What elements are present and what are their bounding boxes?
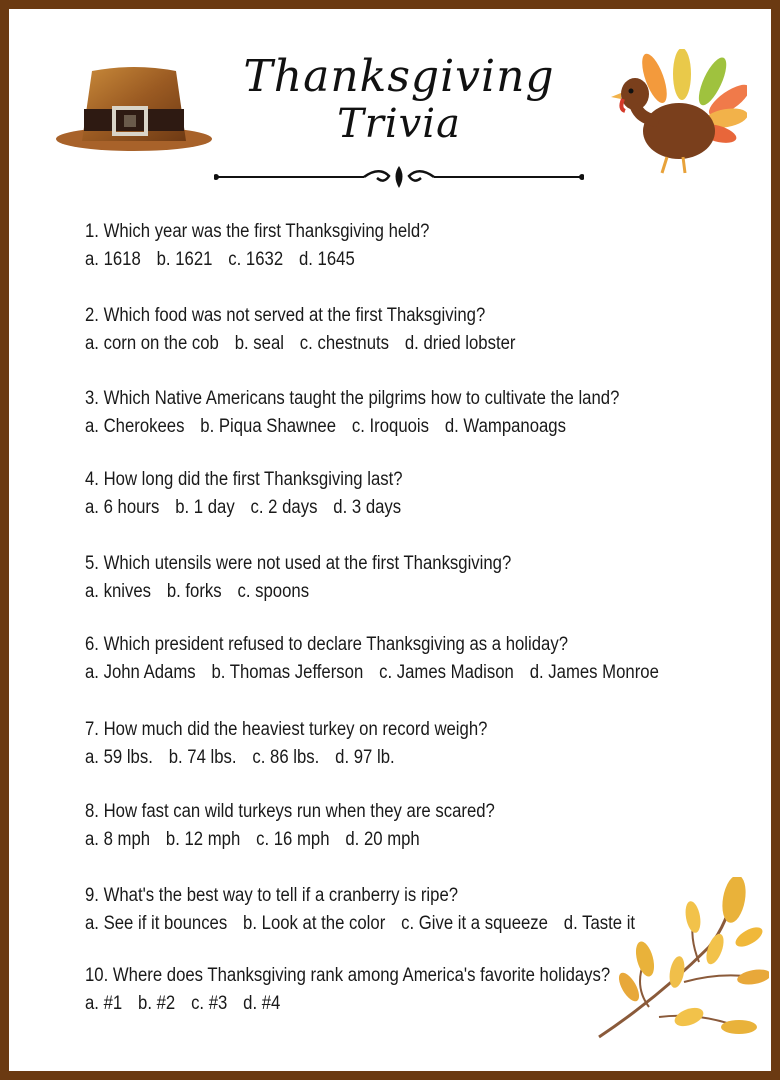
answer-option: d. dried lobster [404,333,516,354]
answer-option: c. chestnuts [299,333,390,354]
answer-options [85,745,666,771]
question-item [85,303,745,357]
question-text: 3. Which Native Americans taught the pilgrims how to cultivate the land? [85,388,620,409]
question-item [85,632,745,686]
answer-option: d. Wampanoags [444,416,566,437]
answer-option: b. #2 [138,993,176,1014]
answer-options [85,414,666,440]
question-item [85,219,745,273]
answer-option: c. #3 [191,993,228,1014]
answer-option: a. corn on the cob [85,333,219,354]
answer-option: c. 86 lbs. [252,747,320,768]
answer-option: d. #4 [243,993,281,1014]
answer-option: a. John Adams [85,662,196,683]
answer-option: a. 1618 [85,249,141,270]
answer-option: b. Piqua Shawnee [200,416,337,437]
answer-options [85,911,666,937]
answer-option: d. Taste it [563,913,636,934]
question-item [85,467,745,521]
answer-option: b. Thomas Jefferson [211,662,364,683]
question-item [85,799,745,853]
question-item [85,717,745,771]
answer-option: c. 16 mph [256,829,330,850]
answer-option: b. 1 day [175,497,235,518]
answer-option: c. spoons [237,581,310,602]
answer-option: c. James Madison [379,662,514,683]
question-item [85,551,745,605]
question-item [85,386,745,440]
answer-option: b. 1621 [156,249,213,270]
question-text: 2. Which food was not served at the first Thaksgiving? [85,305,486,326]
answer-option: c. 1632 [228,249,284,270]
question-text: 7. How much did the heaviest turkey on record weigh? [85,719,488,740]
answer-option: a. Cherokees [85,416,185,437]
pilgrim-hat-icon [54,61,214,156]
answer-option: a. 6 hours [85,497,160,518]
answer-option: b. 74 lbs. [168,747,237,768]
answer-option: a. See if it bounces [85,913,228,934]
answer-option: d. 97 lb. [335,747,395,768]
answer-options [85,660,666,686]
question-text: 8. How fast can wild turkeys run when they are scared? [85,801,495,822]
answer-option: b. 12 mph [165,829,241,850]
answer-option: c. Iroquois [351,416,429,437]
answer-option: a. #1 [85,993,123,1014]
answer-option: d. 3 days [333,497,402,518]
answer-option: b. forks [166,581,222,602]
answer-options [85,247,666,273]
question-text: 5. Which utensils were not used at the first Thanksgiving? [85,553,512,574]
title-line-2: Trivia [337,101,461,147]
answer-option: a. 8 mph [85,829,151,850]
answer-option: c. Give it a squeeze [401,913,548,934]
autumn-leaves-icon [589,877,769,1047]
answer-options [85,579,666,605]
answer-options [85,331,666,357]
question-text: 10. Where does Thanksgiving rank among America's favorite holidays? [85,965,611,986]
ornament-divider-icon [214,162,584,192]
answer-option: a. 59 lbs. [85,747,153,768]
question-text: 9. What's the best way to tell if a cranberry is ripe? [85,885,459,906]
answer-option: b. Look at the color [243,913,386,934]
answer-option: a. knives [85,581,151,602]
question-text: 1. Which year was the first Thanksgiving held? [85,221,430,242]
answer-option: d. 1645 [298,249,355,270]
turkey-icon [607,49,747,179]
answer-option: d. James Monroe [529,662,659,683]
answer-option: c. 2 days [250,497,318,518]
answer-option: d. 20 mph [345,829,420,850]
answer-options [85,495,666,521]
title-line-1: Thanksgiving [243,51,555,102]
answer-option: b. seal [234,333,284,354]
answer-options [85,991,666,1017]
answer-options [85,827,666,853]
question-text: 4. How long did the first Thanksgiving last? [85,469,403,490]
question-text: 6. Which president refused to declare Thanksgiving as a holiday? [85,634,568,655]
